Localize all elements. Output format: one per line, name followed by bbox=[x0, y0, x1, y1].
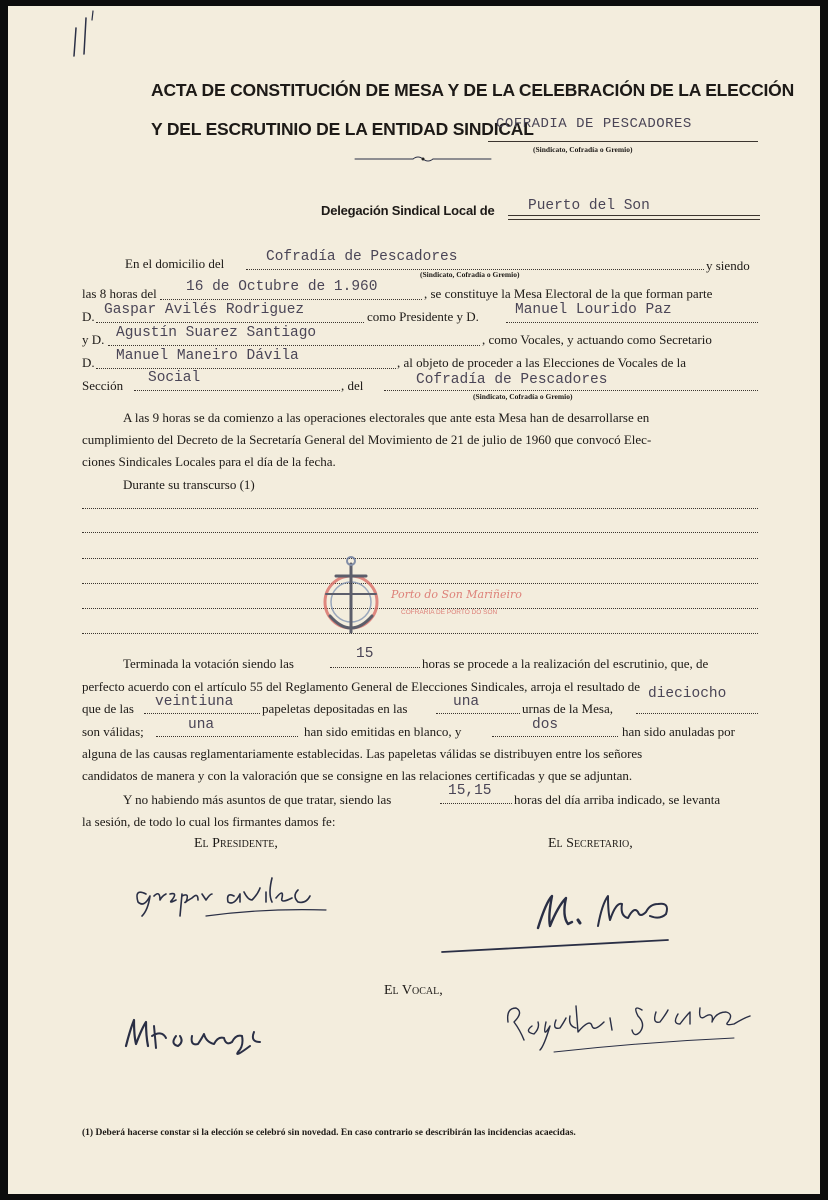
section-entity-hint: (Sindicato, Cofradía o Gremio) bbox=[473, 392, 573, 401]
of-label: , del bbox=[341, 378, 364, 393]
hours-label: las 8 horas del bbox=[82, 286, 157, 301]
vocal2-name-line bbox=[108, 345, 480, 346]
secretary-name-line bbox=[96, 368, 396, 369]
delegation-value: Puerto del Son bbox=[528, 198, 650, 214]
objective-text: , al objeto de proceder a las Elecciones de Vocales de la bbox=[397, 355, 687, 370]
annulled-value: dos bbox=[532, 717, 559, 733]
incidents-line-3 bbox=[82, 558, 758, 559]
title-ornament bbox=[353, 154, 493, 164]
start-text-line3: ciones Sindicales Locales para el día de la fecha. bbox=[82, 454, 336, 469]
incidents-line-6 bbox=[82, 633, 758, 634]
domicile-hint: (Sindicato, Cofradía o Gremio) bbox=[420, 270, 520, 279]
section-value: Social bbox=[148, 370, 201, 386]
during-label: Durante su transcurso (1) bbox=[123, 477, 255, 492]
vocal1-name-value: Manuel Lourido Paz bbox=[515, 302, 672, 318]
urns-value: una bbox=[453, 694, 480, 710]
d-label-3: D. bbox=[82, 355, 95, 370]
incidents-line-2 bbox=[82, 532, 758, 533]
annulled-label: han sido anuladas por bbox=[622, 724, 736, 739]
end-hour-value: 15 bbox=[356, 646, 374, 662]
as-president-text: como Presidente y D. bbox=[367, 309, 479, 324]
annulled-line bbox=[492, 736, 618, 737]
document-page bbox=[8, 6, 820, 1194]
close-hour-value: 15,15 bbox=[448, 783, 492, 799]
section-label: Sección bbox=[82, 378, 124, 393]
entity-name-hint: (Sindicato, Cofradía o Gremio) bbox=[533, 145, 633, 154]
blank-value: una bbox=[188, 717, 215, 733]
close-line2: la sesión, de todo lo cual los firmantes damos fe: bbox=[82, 814, 336, 829]
secretary-signature-label: El Secretario, bbox=[548, 836, 633, 851]
domicile-value: Cofradía de Pescadores bbox=[266, 249, 458, 265]
urns-label: urnas de la Mesa, bbox=[522, 701, 613, 716]
president-signature-label: El Presidente, bbox=[194, 836, 278, 851]
watermark-name: Porto do Son Mariñeiro bbox=[391, 588, 522, 601]
incidents-line-4 bbox=[82, 583, 758, 584]
close-hour-line bbox=[440, 803, 512, 804]
date-value: 16 de Octubre de 1.960 bbox=[186, 279, 378, 295]
vocal1-name-line bbox=[506, 322, 758, 323]
as-vocals-text: , como Vocales, y actuando como Secretario bbox=[482, 332, 712, 347]
section-line bbox=[134, 390, 340, 391]
document-title-line1: ACTA DE CONSTITUCIÓN DE MESA Y DE LA CELEBRACIÓN DE LA ELECCIÓN bbox=[151, 80, 795, 100]
section-entity-line bbox=[384, 390, 758, 391]
blank-line bbox=[156, 736, 298, 737]
president-signature bbox=[126, 864, 336, 924]
vocal-signature-label: El Vocal, bbox=[384, 983, 443, 998]
deposited-label: papeletas depositadas en las bbox=[262, 701, 408, 716]
start-text-line2: cumplimiento del Decreto de la Secretaría General del Movimiento de 21 de julio de 1960 que convocó Elec- bbox=[82, 432, 652, 447]
delegation-label: Delegación Sindical Local de bbox=[321, 203, 495, 218]
urns-line bbox=[436, 713, 520, 714]
delegation-underline-2 bbox=[508, 219, 760, 220]
of-the-label: que de las bbox=[82, 701, 134, 716]
footnote: (1) Deberá hacerse constar si la elección se celebró sin novedad. En caso contrario se describirán las incidencias acaecidas. bbox=[82, 1128, 576, 1138]
constituted-text: , se constituye la Mesa Electoral de la que forman parte bbox=[424, 286, 713, 301]
president-name-line bbox=[96, 322, 364, 323]
president-name-value: Gaspar Avilés Rodriguez bbox=[104, 302, 305, 318]
corner-pencil-mark bbox=[66, 6, 116, 66]
d-label-1: D. bbox=[82, 309, 95, 324]
secretary-name-value: Manuel Maneiro Dávila bbox=[116, 348, 299, 364]
section-entity-value: Cofradía de Pescadores bbox=[416, 372, 608, 388]
d-label-2: y D. bbox=[82, 332, 105, 347]
valid-count-line bbox=[636, 713, 758, 714]
anchor-emblem-icon bbox=[316, 554, 386, 646]
scrutiny-line2: perfecto acuerdo con el artículo 55 del Reglamento General de Elecciones Sindicales, arroja el resultado de bbox=[82, 679, 641, 694]
valid-label: son válidas; bbox=[82, 724, 144, 739]
scrutiny-line5: alguna de las causas reglamentariamente establecidas. Las papeletas válidas se distribuyen entre los señores bbox=[82, 746, 643, 761]
entity-name-underline bbox=[488, 141, 758, 142]
start-text-line1: A las 9 horas se da comienzo a las operaciones electorales que ante esta Mesa han de desarrollarse en bbox=[123, 410, 650, 425]
ended-label: Terminada la votación siendo las bbox=[123, 656, 294, 671]
entity-name-value: COFRADIA DE PESCADORES bbox=[496, 116, 692, 132]
date-line bbox=[160, 299, 422, 300]
watermark-subtitle: COFRARÍA DE PORTO DO SON bbox=[401, 609, 498, 616]
vocal2-name-value: Agustín Suarez Santiago bbox=[116, 325, 317, 341]
secretary-signature bbox=[428, 868, 688, 964]
ballots-line bbox=[144, 713, 260, 714]
document-title-line2: Y DEL ESCRUTINIO DE LA ENTIDAD SINDICAL bbox=[151, 119, 534, 139]
scrutiny-line6: candidatos de manera y con la valoración que se consigne en las relaciones certificadas y que se adjuntan. bbox=[82, 768, 633, 783]
vocal2-signature bbox=[494, 982, 762, 1066]
vocal1-signature bbox=[114, 1006, 284, 1064]
ballots-value: veintiuna bbox=[155, 694, 234, 710]
incidents-line-1 bbox=[82, 508, 758, 509]
valid-count-value: dieciocho bbox=[648, 686, 727, 702]
end-hour-line bbox=[330, 667, 420, 668]
delegation-underline bbox=[508, 215, 760, 216]
and-being-text: y siendo bbox=[706, 258, 750, 273]
no-more-label: Y no habiendo más asuntos de que tratar, siendo las bbox=[123, 792, 392, 807]
scrutiny-text: horas se procede a la realización del escrutinio, que, de bbox=[422, 656, 709, 671]
domicile-label: En el domicilio del bbox=[125, 256, 225, 271]
close-text: horas del día arriba indicado, se levanta bbox=[514, 792, 721, 807]
blank-label: han sido emitidas en blanco, y bbox=[304, 724, 462, 739]
